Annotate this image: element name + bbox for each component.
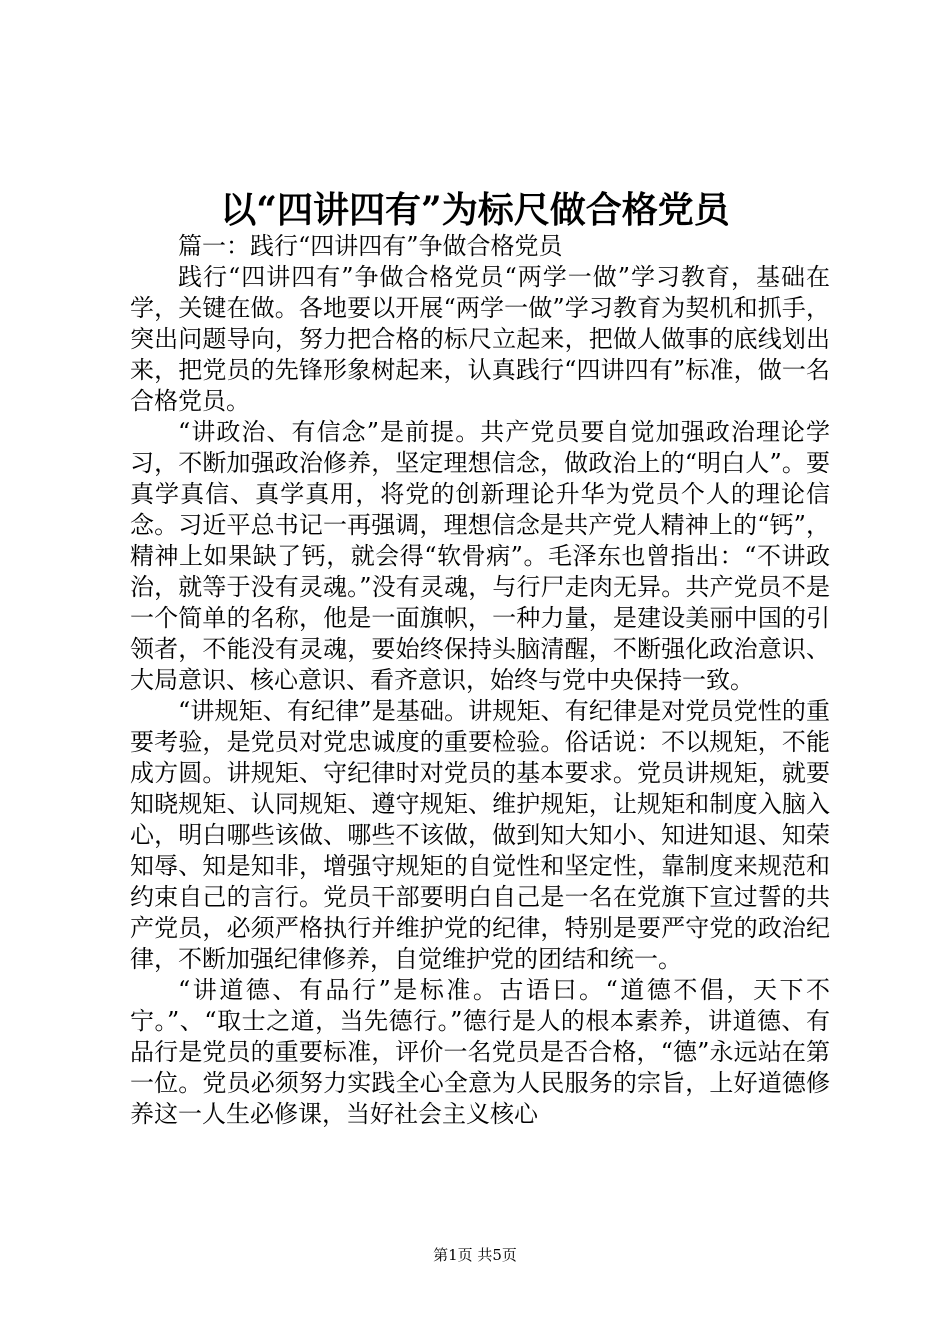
page-number-footer: 第1页 共5页 — [433, 1246, 517, 1264]
paragraph-discipline: “讲规矩、有纪律”是基础。讲规矩、有纪律是对党员党性的重要考验，是党员对党忠诚度的重要检验。俗话说：不以规矩，不能成方圆。讲规矩、守纪律时对党员的基本要求。党员讲规矩，就要知晓规矩、认同规矩、遵守规矩、维护规矩，让规矩和制度入脑入心，明白哪些该做、哪些不该做，做到知大知小、知进知退、知荣知辱、知是知非，增强守规矩的自觉性和坚定性，靠制度来规范和约束自己的言行。党员干部要明白自己是一名在党旗下宣过誓的共产党员，必须严格执行并维护党的纪律，特别是要严守党的政治纪律，不断加强纪律修养，自觉维护党的团结和统一。 — [130, 697, 830, 973]
paragraph-intro: 践行“四讲四有”争做合格党员“两学一做”学习教育，基础在学，关键在做。各地要以开展“两学一做”学习教育为契机和抓手，突出问题导向，努力把合格的标尺立起来，把做人做事的底线划出来，把党员的先锋形象树起来，认真践行“四讲四有”标准，做一名合格党员。 — [130, 263, 830, 415]
section-heading: 篇一：践行“四讲四有”争做合格党员 — [178, 232, 563, 260]
document-title: 以“四讲四有”为标尺做合格党员 — [220, 189, 730, 231]
paragraph-politics: “讲政治、有信念”是前提。共产党员要自觉加强政治理论学习，不断加强政治修养，坚定理想信念，做政治上的“明白人”。要真学真信、真学真用，将党的创新理论升华为党员个人的理论信念。习近平总书记一再强调，理想信念是共产党人精神上的“钙”，精神上如果缺了钙，就会得“软骨病”。毛泽东也曾指出：“不讲政治，就等于没有灵魂。”没有灵魂，与行尸走肉无异。共产党员不是一个简单的名称，他是一面旗帜，一种力量，是建设美丽中国的引领者，不能没有灵魂，要始终保持头脑清醒，不断强化政治意识、大局意识、核心意识、看齐意识，始终与党中央保持一致。 — [130, 418, 830, 694]
document-body — [130, 231, 830, 1130]
paragraph-morality: “讲道德、有品行”是标准。古语曰。“道德不倡，天下不宁。”、“取士之道，当先德行。”德行是人的根本素养，讲道德、有品行是党员的重要标准，评价一名党员是否合格，“德”永远站在第一位。党员必须努力实践全心全意为人民服务的宗旨，上好道德修养这一人生必修课，当好社会主义核心 — [130, 976, 830, 1128]
